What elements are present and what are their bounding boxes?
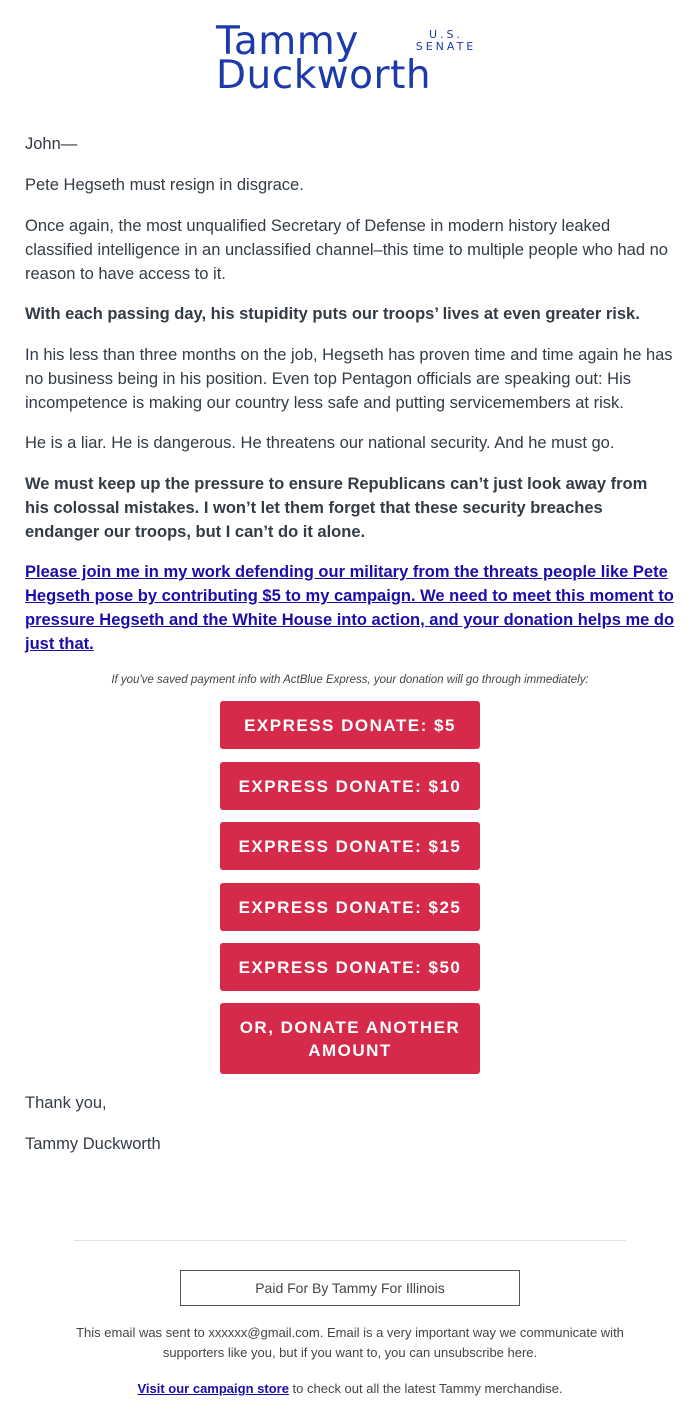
logo-last-name: Duckworth [216, 53, 432, 98]
express-note: If you've saved payment info with ActBlue Express, your donation will go through immediately: [111, 674, 589, 686]
logo-senate-tag [406, 29, 486, 53]
express-donate-10-button[interactable]: EXPRESS DONATE: $10 [220, 762, 480, 810]
logo-first-name: Tammy [216, 19, 359, 64]
paragraph-2: Once again, the most unqualified Secretary of Defense in modern history leaked classified intelligence in an unclassified channel–this time to multiple people who had no reason to have access to it. [25, 217, 668, 283]
paragraph-5: He is a liar. He is dangerous. He threatens our national security. And he must go. [25, 434, 615, 452]
footer-notice [60, 1323, 640, 1363]
closing: Thank you, [25, 1094, 107, 1112]
recipient-email: xxxxxx@gmail.com [208, 1325, 320, 1340]
logo-us-text: U.S. [428, 28, 464, 41]
paid-for-text: Paid For By Tammy For Illinois [255, 1280, 445, 1296]
paragraph-4: In his less than three months on the job, Hegseth has proven time and time again he has no business being in his position. Even top Pentagon officials are speaking out: His incompetence is making our country less safe and putting servicemembers at risk. [25, 346, 673, 412]
express-donate-50-button[interactable]: EXPRESS DONATE: $50 [220, 943, 480, 991]
paragraph-3: With each passing day, his stupidity puts our troops’ lives at even greater risk. [25, 305, 640, 323]
sent-to-prefix: This email was sent to [76, 1325, 209, 1340]
donate-other-amount-button[interactable]: OR, DONATE ANOTHER AMOUNT [220, 1003, 480, 1074]
footer-divider [74, 1240, 626, 1241]
paragraph-6: We must keep up the pressure to ensure Republicans can’t just look away from his colossal mistakes. I won’t let them forget that these security breaches endanger our troops, but I can’t do it alone. [25, 475, 648, 541]
signature: Tammy Duckworth [25, 1135, 161, 1153]
store-suffix: to check out all the latest Tammy merchandise. [288, 1381, 563, 1396]
express-donate-25-button[interactable]: EXPRESS DONATE: $25 [220, 883, 480, 931]
greeting: John— [25, 135, 78, 153]
campaign-logo [0, 19, 700, 98]
paid-for-box [180, 1270, 520, 1306]
store-notice [60, 1379, 640, 1399]
express-donate-5-button[interactable]: EXPRESS DONATE: $5 [220, 701, 480, 749]
express-donate-15-button[interactable]: EXPRESS DONATE: $15 [220, 822, 480, 870]
donate-cta-link[interactable]: Please join me in my work defending our military from the threats people like Pete Hegseth pose by contributing $5 to my campaign. We need to meet this moment to pressure Hegseth and the White House into action, and your donation helps me do just that. [25, 563, 675, 653]
paragraph-1: Pete Hegseth must resign in disgrace. [25, 176, 304, 194]
campaign-store-link[interactable]: Visit our campaign store [137, 1381, 289, 1396]
logo-senate-text: SENATE [415, 40, 477, 53]
sent-to-suffix: . Email is a very important way we communicate with supporters like you, but if you want to, you can unsubscribe here. [162, 1325, 624, 1360]
